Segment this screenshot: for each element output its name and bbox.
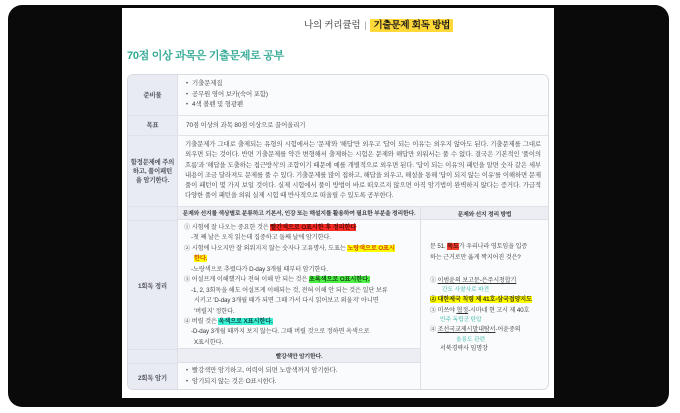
page-title: 기출문제 회독 방법 [370, 19, 453, 32]
review-content-column [178, 207, 421, 390]
list-item: • 4색 볼펜 및 형광펜 [186, 100, 540, 111]
text-line: 하는 근거로만 옳게 짝지어진 것은? [430, 253, 521, 261]
breadcrumb [304, 17, 453, 31]
table-row-materials [128, 75, 548, 115]
text-line: ③ 미쓰야 협정-시마네 현 고시 제 40호 [430, 306, 530, 314]
row-label-goal: 목표 [128, 116, 178, 135]
text-line: 문 51. 독도가 우리나라 영토임을 입증 [430, 243, 528, 250]
text-line: ① 이범윤의 보고문-은주시청합기 [430, 276, 517, 284]
caution-paragraph: 기출문제가 그대로 출제되는 유형의 시험에서는 '문제'와 '해답'만 외우고 '답이 되는 이유'는 외우지 않아도 된다. 기출문제를 그대로 외우면 되는 것이다. 반면 기출문제를 약간 변형해서 출제하는 시험은 문제와 해답만 외워서는 풀 수 없다. 결국은 기본적인 '풀이의 흐름'과 '해답을 도출하는 접근방식'의 조합이기 때문에 예를 개별적으로 외우면 된다. '답이 되는 이유'의 패턴을 알면 숫자 같은 세부 내용이 조금 달라져도 문제를 풀 수 있다. 기출문제를 많이 접하고, 해답을 외우고, 해설을 통해 '답이 되지 않는 이유'를 이해하면 문제 풀이 패턴이 몇 가지 보일 것이다. 실제 시험에서 풀이 방법이 바로 떠오르지 않으면 아직 암기법이 완벽하지 않다는 증거다. 가급적 다양한 풀이 패턴을 외워 실제 시험 때 반사적으로 떠올릴 수 있도록 공부한다. [185, 141, 541, 200]
text-line: ④ 조선국교제시말내탐서-어윤중의 [430, 325, 521, 333]
text-line: 서북경략사 임명장 [440, 345, 488, 353]
review-label-column [128, 207, 178, 390]
exam-question [421, 220, 548, 390]
text-line: 간도 사찰사로 파견 [442, 287, 490, 294]
text-line: '버릴지' 정한다. [194, 307, 235, 315]
text-line: ③ 어설프게 이해했거나 전혀 이해 안 되는 것은 초록색으로 O표시한다. [184, 276, 370, 284]
round1-checklist [178, 220, 420, 349]
label-spacer [128, 207, 177, 220]
materials-list [178, 75, 548, 115]
text-line: 만주 독립군 탄압 [440, 317, 482, 324]
table-row-goal [128, 115, 548, 135]
section-heading: 70점 이상 과목은 기출문제로 공부 [127, 50, 284, 62]
text-line: 울릉도 관련 [456, 336, 486, 343]
text-line: ① 시험에 잘 나오는 중요한 것은 빨간색으로 O표시한 후 정리한다 [184, 223, 357, 231]
breadcrumb-label: 나의 커리큘럼 [304, 20, 361, 31]
text-line: 시키고 'D-day 3개월 때가 되면 그때 가서 다시 읽어보고 외울지' 아니면 [194, 297, 379, 305]
text-line: -노랑색으로 추렸다가 D-day 3개월 때부터 암기한다. [191, 265, 328, 273]
round2-list [178, 363, 420, 390]
text-line: -1, 2, 3회독을 해도 어설프게 이해되는 것, 전혀 이해 안 되는 것은 일단 보류 [191, 286, 388, 294]
list-item: • 빨강색만 암기하고, 여력이 되면 노랑색까지 암기한다. [186, 366, 420, 377]
header-memorize-red: 빨강색만 암기한다. [178, 349, 420, 363]
row-label-round2: 2회독 암기 [128, 363, 177, 390]
text-line: -첫 째 날은 오직 읽는데 집중하고 둘째 날에 암기한다. [191, 234, 331, 242]
header-color-sorting: 문제와 선지를 색상별로 분류하고 기본서, 인강 또는 해설지를 활용하여 필요한 부분을 정리한다. [178, 207, 420, 220]
text-line: ② 대한제국 칙령 제 41호-삼국접양지도 [430, 295, 532, 303]
list-item: • 공무원 영어 보카(숙어 포함) [186, 90, 540, 101]
row-label-caution: 함정문제에 주의하고, 풀이패턴을 암기한다. [128, 136, 178, 206]
label-spacer [128, 349, 177, 363]
text-line: X표시한다. [194, 338, 224, 346]
list-item: • 기출문제집 [186, 79, 540, 90]
table-row-review [128, 206, 548, 390]
breadcrumb-separator: | [364, 20, 367, 30]
question-column [421, 207, 548, 390]
header-question-method: 문제와 선지 정리 방법 [421, 207, 548, 220]
study-method-table [127, 74, 549, 390]
text-line: 한다. [194, 255, 208, 263]
row-label-materials: 준비물 [128, 75, 178, 115]
text-line: ④ 버릴 것은 옥색으로 X표시한다. [184, 317, 273, 325]
text-line: -D-day 3개월 때까지 보지 않는다. 그때 버릴 것으로 정하면 옥색으로 [191, 328, 370, 336]
list-item: • 암기되지 않는 것은 O표시한다. [186, 377, 420, 388]
table-row-caution [128, 135, 548, 206]
goal-text: 70점 이상의 과목 80점 이상으로 끌어올리기 [186, 122, 306, 129]
text-line: ② 시험에 나오지만 잘 외워지지 않는 숫자나 고유명사, 도표는 노랑색으로 O표시 [184, 244, 395, 252]
row-label-round1: 1회독 정리 [128, 220, 177, 349]
document-page [122, 8, 554, 398]
